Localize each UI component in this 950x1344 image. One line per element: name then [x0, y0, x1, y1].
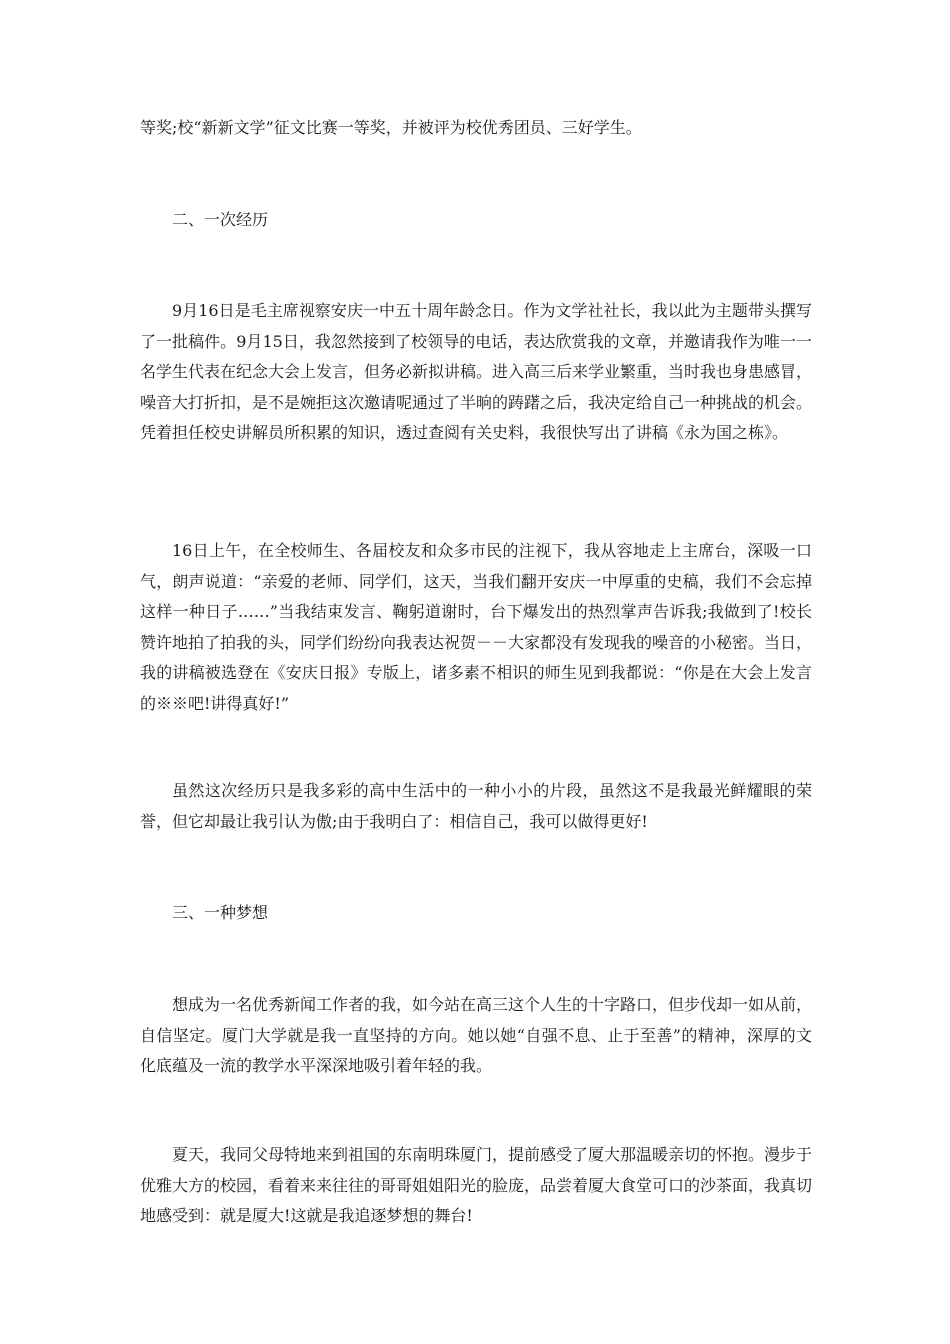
paragraph-summer-visit: 夏天，我同父母特地来到祖国的东南明珠厦门，提前感受了厦大那温暖亲切的怀抱。漫步于优雅大方的校园，看着来来往往的哥哥姐姐阳光的脸庞，品尝着厦大食堂可口的沙茶面，我真切地感受到：就是厦大!这就是我追逐梦想的舞台! — [140, 1145, 813, 1225]
section-heading-experience: 二、一次经历 — [172, 210, 269, 229]
paragraph-speech-day: 16日上午，在全校师生、各届校友和众多市民的注视下，我从容地走上主席台，深吸一口气，朗声说道：“亲爱的老师、同学们，这天，当我们翻开安庆一中厚重的史稿，我们不会忘掉这样一种日子……”当我结束发言、鞠躬道谢时，台下爆发出的热烈掌声告诉我;我做到了!校长赞许地拍了拍我的头，同学们纷纷向我表达祝贺－－大家都没有发现我的噪音的小秘密。当日，我的讲稿被选登在《安庆日报》专版上，诸多素不相识的师生见到我都说：“你是在大会上发言的※※吧!讲得真好!” — [140, 541, 813, 713]
paragraph-awards-continued: 等奖;校“新新文学”征文比赛一等奖，并被评为校优秀团员、三好学生。 — [140, 118, 642, 137]
paragraph-reflection: 虽然这次经历只是我多彩的高中生活中的一种小小的片段，虽然这不是我最光鲜耀眼的荣誉，但它却最让我引认为傲;由于我明白了：相信自己，我可以做得更好! — [140, 781, 812, 831]
paragraph-dream-intro: 想成为一名优秀新闻工作者的我，如今站在高三这个人生的十字路口，但步伐却一如从前，自信坚定。厦门大学就是我一直坚持的方向。她以她“自强不息、止于至善”的精神，深厚的文化底蕴及一流的教学水平深深地吸引着年轻的我。 — [140, 995, 813, 1075]
paragraph-experience-intro: 9月16日是毛主席视察安庆一中五十周年龄念日。作为文学社社长，我以此为主题带头撰写了一批稿件。9月15日，我忽然接到了校领导的电话，表达欣赏我的文章，并邀请我作为唯一一名学生代表在纪念大会上发言，但务必新拟讲稿。进入高三后来学业繁重，当时我也身患感冒，噪音大打折扣，是不是婉拒这次邀请呢通过了半晌的踌躇之后，我决定给自己一种挑战的机会。凭着担任校史讲解员所积累的知识，透过查阅有关史料，我很快写出了讲稿《永为国之栋》。 — [140, 301, 813, 442]
section-heading-dream: 三、一种梦想 — [172, 903, 269, 922]
